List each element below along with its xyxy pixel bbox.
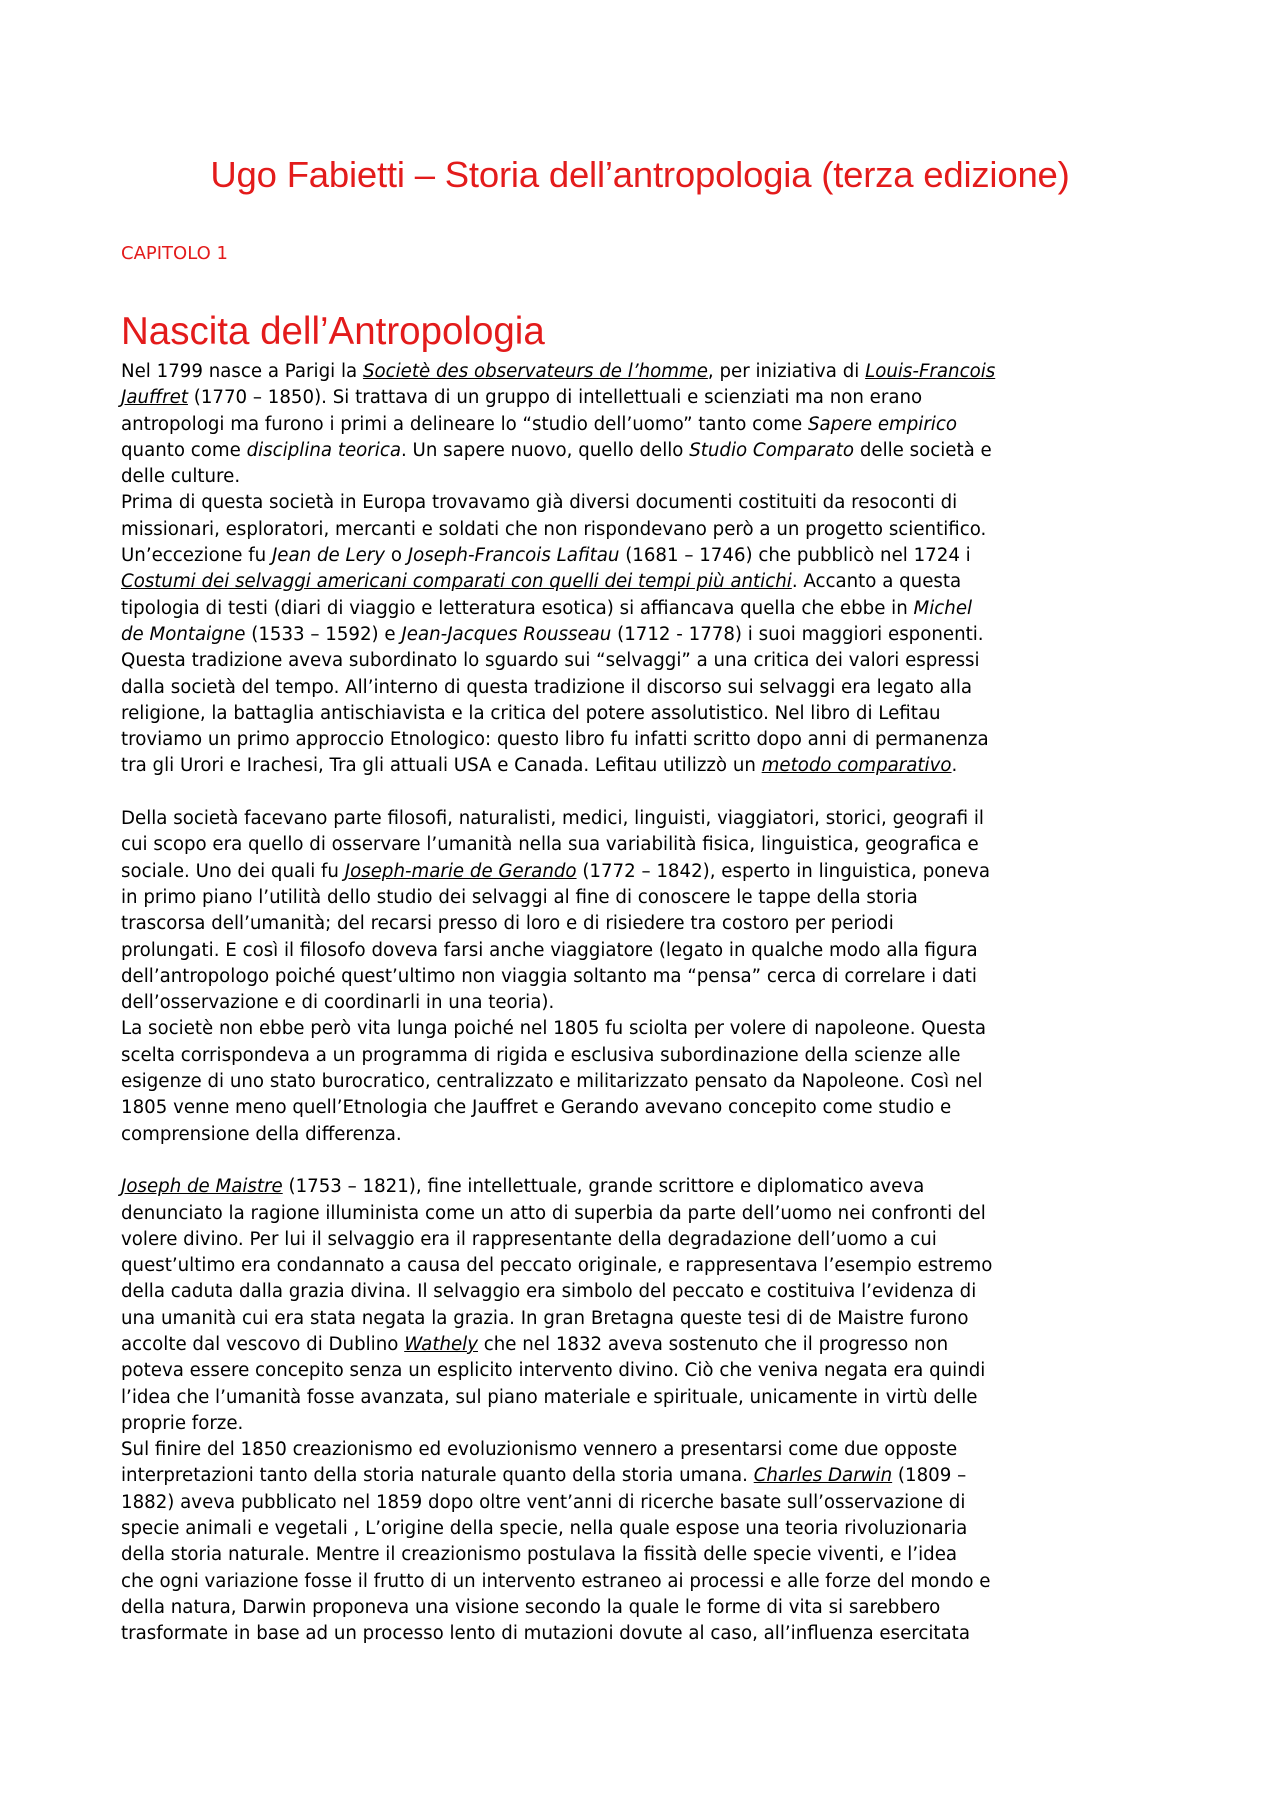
person-name: de Montaigne bbox=[121, 623, 246, 645]
text-line bbox=[121, 438, 1181, 464]
text: Un’eccezione fu bbox=[121, 545, 272, 567]
text-line bbox=[121, 569, 1181, 595]
text-line bbox=[121, 543, 1181, 569]
section-heading: Nascita dell’Antropologia bbox=[121, 310, 545, 353]
text-line: Questa tradizione aveva subordinato lo sguardo sui “selvaggi” a una critica dei valori espressi bbox=[121, 650, 980, 672]
text: o bbox=[385, 545, 408, 567]
text: (1681 – 1746) che pubblicò nel 1724 i bbox=[619, 545, 971, 567]
text: delle società e bbox=[854, 439, 992, 461]
text: antropologi ma furono i primi a delineare lo “studio dell’uomo” tanto come bbox=[121, 413, 808, 435]
person-name: Joseph-marie de Gerando bbox=[344, 860, 577, 882]
text-line: Prima di questa società in Europa trovavamo già diversi documenti costituiti da resoconti di bbox=[121, 492, 958, 514]
text-line: della caduta dalla grazia divina. Il selvaggio era simbolo del peccato e costituiva l’evidenza di bbox=[121, 1281, 977, 1303]
person-name: Jauffret bbox=[121, 387, 188, 409]
text-line: missionari, esploratori, mercanti e soldati che non rispondevano però a un progetto scientifico. bbox=[121, 518, 987, 540]
text-line bbox=[121, 359, 1181, 385]
text-line: trasformate in base ad un processo lento di mutazioni dovute al caso, all’influenza esercitata bbox=[121, 1623, 970, 1645]
text: (1712 - 1778) i suoi maggiori esponenti. bbox=[611, 623, 984, 645]
text: (1533 – 1592) e bbox=[245, 623, 402, 645]
person-name: Wathely bbox=[404, 1333, 478, 1355]
text-line: poteva essere concepito senza un esplicito intervento divino. Ciò che veniva negata era quindi bbox=[121, 1360, 986, 1382]
text-line: trascorsa dell’umanità; del recarsi presso di loro e di risiedere tra costoro per periodi bbox=[121, 913, 894, 935]
text: (1809 – bbox=[892, 1465, 967, 1487]
chapter-label: CAPITOLO 1 bbox=[121, 243, 228, 264]
text-line: Sul finire del 1850 creazionismo ed evoluzionismo vennero a presentarsi come due opposte bbox=[121, 1439, 958, 1461]
document-title: Ugo Fabietti – Storia dell’antropologia (terza edizione) bbox=[210, 154, 1070, 195]
text-line: in primo piano l’utilità dello studio dei selvaggi al fine di conoscere le tappe della storia bbox=[121, 886, 918, 908]
text-line: scelta corrispondeva a un programma di rigida e esclusiva subordinazione della scienze alle bbox=[121, 1044, 961, 1066]
person-name: Charles Darwin bbox=[753, 1465, 893, 1487]
text: (1753 – 1821), fine intellettuale, grande scrittore e diplomatico aveva bbox=[282, 1176, 925, 1198]
text: (1772 – 1842), esperto in linguistica, poneva bbox=[576, 860, 990, 882]
text-line: delle culture. bbox=[121, 466, 241, 488]
text: quanto come bbox=[121, 439, 247, 461]
text-line: una umanità cui era stata negata la grazia. In gran Bretagna queste tesi di de Maistre furono bbox=[121, 1307, 969, 1329]
text: . Accanto a questa bbox=[791, 571, 962, 593]
text: tipologia di testi (diari di viaggio e letteratura esotica) si affiancava quella che ebbe in bbox=[121, 597, 914, 619]
paragraph-gap bbox=[121, 780, 1181, 806]
text-line: Della società facevano parte filosofi, naturalisti, medici, linguisti, viaggiatori, storici, geografi il bbox=[121, 808, 984, 830]
person-name: Michel bbox=[913, 597, 973, 619]
text-line bbox=[121, 859, 1181, 885]
person-name: Joseph de Maistre bbox=[121, 1176, 283, 1198]
text-line bbox=[121, 753, 1181, 779]
book-title: Costumi dei selvaggi americani comparati con quelli dei tempi più antichi bbox=[121, 571, 792, 593]
text-line: della storia naturale. Mentre il creazionismo postulava la fissità delle specie viventi, e l’idea bbox=[121, 1544, 958, 1566]
text-line: 1882) aveva pubblicato nel 1859 dopo oltre vent’anni di ricerche basate sull’osservazione di bbox=[121, 1491, 966, 1513]
text: . Un sapere nuovo, quello dello bbox=[400, 439, 690, 461]
text-line bbox=[121, 596, 1181, 622]
text-line bbox=[121, 1332, 1181, 1358]
text: , per iniziativa di bbox=[707, 361, 866, 382]
text: Nel 1799 nasce a Parigi la bbox=[121, 361, 363, 382]
document-body bbox=[121, 359, 1181, 1648]
text-line: cui scopo era quello di osservare l’umanità nella sua variabilità fisica, linguistica, geografica e bbox=[121, 834, 979, 856]
person-name: Jean-Jacques Rousseau bbox=[401, 623, 612, 645]
text: sociale. Uno dei quali fu bbox=[121, 860, 345, 882]
person-name: Joseph-Francois Lafitau bbox=[407, 545, 620, 567]
text-line: denunciato la ragione illuminista come un atto di superbia da parte dell’uomo nei confronti del bbox=[121, 1202, 986, 1224]
text-line: dell’osservazione e di coordinarli in una teoria). bbox=[121, 992, 555, 1014]
text-line: troviamo un primo approccio Etnologico: questo libro fu infatti scritto dopo anni di permanenza bbox=[121, 729, 989, 751]
text-line: della natura, Darwin proponeva una visione secondo la quale le forme di vita si sarebbero bbox=[121, 1596, 941, 1618]
society-name: Societè des observateurs de l’homme bbox=[362, 361, 708, 382]
italic-text: Sapere empirico bbox=[807, 413, 957, 435]
text-line: volere divino. Per lui il selvaggio era il rappresentante della degradazione dell’uomo a cui bbox=[121, 1228, 937, 1250]
text: . bbox=[951, 755, 958, 777]
text: (1770 – 1850). Si trattava di un gruppo di intellettuali e scienziati ma non erano bbox=[187, 387, 923, 409]
text-line: prolungati. E così il filosofo doveva farsi anche viaggiatore (legato in qualche modo alla figura bbox=[121, 939, 978, 961]
paragraph-gap bbox=[121, 1148, 1181, 1174]
person-name: Jean de Lery bbox=[271, 545, 386, 567]
text: accolte dal vescovo di Dublino bbox=[121, 1333, 405, 1355]
text: tra gli Urori e Irachesi, Tra gli attuali USA e Canada. Lefitau utilizzò un bbox=[121, 755, 762, 777]
text: interpretazioni tanto della storia naturale quanto della storia umana. bbox=[121, 1465, 754, 1487]
italic-text: Studio Comparato bbox=[689, 439, 855, 461]
text-line: proprie forze. bbox=[121, 1412, 244, 1434]
text-line bbox=[121, 385, 1181, 411]
term: metodo comparativo bbox=[761, 755, 952, 777]
text-line: esigenze di uno stato burocratico, centralizzato e militarizzato pensato da Napoleone. Così nel bbox=[121, 1071, 983, 1093]
text-line: comprensione della differenza. bbox=[121, 1123, 402, 1145]
text-line: dalla società del tempo. All’interno di questa tradizione il discorso sui selvaggi era legato alla bbox=[121, 676, 973, 698]
text-line: che ogni variazione fosse il frutto di un intervento estraneo ai processi e alle forze del mondo e bbox=[121, 1570, 991, 1592]
text: che nel 1832 aveva sostenuto che il progresso non bbox=[478, 1333, 949, 1355]
text-line: dell’antropologo poiché quest’ultimo non viaggia soltanto ma “pensa” cerca di correlare i dati bbox=[121, 965, 977, 987]
text-line bbox=[121, 1174, 1181, 1200]
text-line: religione, la battaglia antischiavista e la critica del potere assolutistico. Nel libro di Lefitau bbox=[121, 702, 941, 724]
text-line bbox=[121, 1463, 1181, 1489]
person-name: Louis-Francois bbox=[865, 361, 996, 382]
text-line: 1805 venne meno quell’Etnologia che Jauffret e Gerando avevano concepito come studio e bbox=[121, 1097, 952, 1119]
text-line: La societè non ebbe però vita lunga poiché nel 1805 fu sciolta per volere di napoleone. Questa bbox=[121, 1018, 987, 1040]
text-line: specie animali e vegetali , L’origine della specie, nella quale espose una teoria rivoluzionaria bbox=[121, 1518, 968, 1540]
text-line: l’idea che l’umanità fosse avanzata, sul piano materiale e spirituale, unicamente in virtù delle bbox=[121, 1386, 978, 1408]
text-line bbox=[121, 622, 1181, 648]
text-line: quest’ultimo era condannato a causa del peccato originale, e rappresentava l’esempio estremo bbox=[121, 1255, 993, 1277]
italic-text: disciplina teorica bbox=[246, 439, 401, 461]
text-line bbox=[121, 412, 1181, 438]
